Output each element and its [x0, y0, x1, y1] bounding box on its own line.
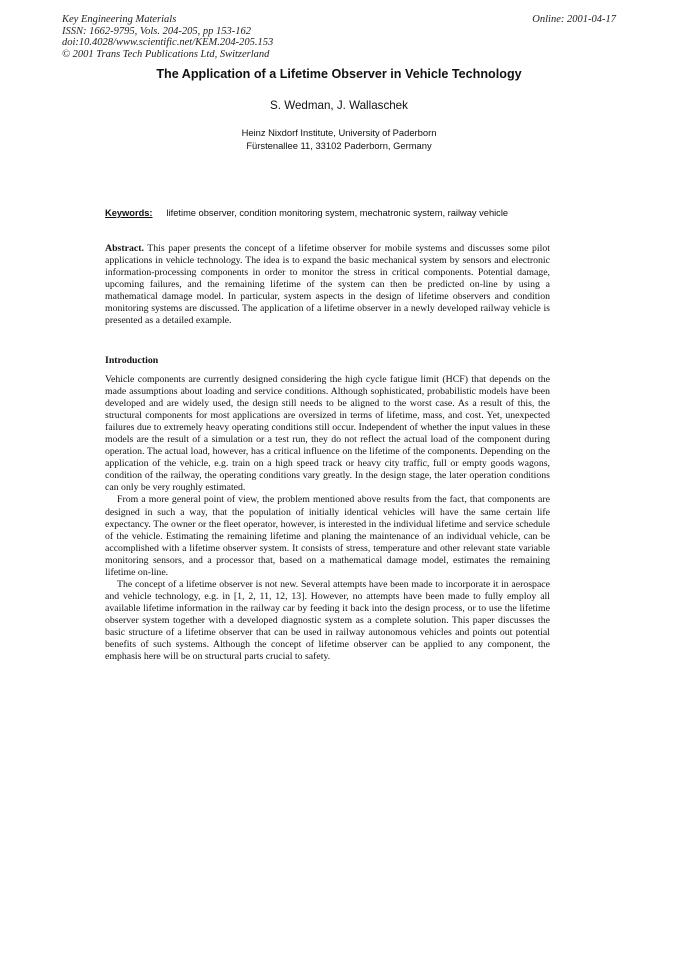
- abstract-text: This paper presents the concept of a lifetime observer for mobile systems and discusses some pilot applications in vehicle technology. The idea is to expand the basic mechanical system by sensors and electronic information-processing components in order to monitor the stress in critical components. Potential damage, upcoming failures, and the remaining lifetime of the system can then be predicted on-line by using a mathematical damage model. In particular, system aspects in the design of lifetime observers and condition monitoring systems are discussed. The application of a lifetime observer in a newly developed railway vehicle is presented as a detailed example.: [105, 243, 550, 327]
- doi-line: doi:10.4028/www.scientific.net/KEM.204-205.153: [62, 37, 274, 48]
- paper-authors: S. Wedman, J. Wallaschek: [270, 99, 408, 112]
- abstract-label: Abstract.: [105, 243, 144, 254]
- keywords-label: Keywords:: [105, 208, 153, 218]
- keywords-line: [105, 208, 575, 218]
- affiliation: [0, 126, 678, 152]
- keywords-text: lifetime observer, condition monitoring system, mechatronic system, railway vehicle: [166, 208, 509, 218]
- paper-title: The Application of a Lifetime Observer in Vehicle Technology: [156, 67, 522, 81]
- abstract-section: [105, 243, 550, 327]
- introduction-heading: Introduction: [105, 355, 159, 366]
- publication-header: [62, 14, 422, 60]
- intro-paragraph: Vehicle components are currently designed considering the high cycle fatigue limit (HCF) that depends on the made assumptions about loading and service conditions. Although sophisticated, probabilistic models have been developed and are widely used, the design still needs to be aligned to the worst case. As a result of this, the structural components for most applications are oversized in terms of lifetime, mass, and cost. Yet, unexpected failures due to extremely heavy operating conditions still occur. Independent of whether the input values in these models are the result of a simulation or a test run, they do not reflect the actual load of the component during operation. The actual load, however, has a critical influence on the lifetime of the components. Depending on the application of the vehicle, e.g. train on a high speed track or heavy city traffic, full or empty goods wagons, condition of the railway, the operating conditions vary greatly. In the design stage, the later operation conditions can only be very roughly estimated.: [105, 374, 550, 494]
- issn-line: ISSN: 1662-9795, Vols. 204-205, pp 153-162: [62, 25, 251, 37]
- journal-name: Key Engineering Materials: [62, 14, 177, 25]
- affiliation-address: Fürstenallee 11, 33102 Paderborn, Germany: [246, 140, 432, 151]
- introduction-section: [105, 374, 550, 663]
- copyright-line: © 2001 Trans Tech Publications Ltd, Switzerland: [62, 48, 270, 60]
- intro-paragraph: The concept of a lifetime observer is not new. Several attempts have been made to incorporate it in aerospace and vehicle technology, e.g. in [1, 2, 11, 12, 13]. However, no attempts have been made to fully employ all available lifetime information in the railway car by feeding it back into the design process, or to use the lifetime observer system together with a developed diagnostic system as a complete solution. This paper discusses the basic structure of a lifetime observer that can be used in railway autonomous vehicles and points out potential benefits of such systems. Although the concept of lifetime observer can be applied to any component, the emphasis here will be on structural parts crucial to safety.: [105, 578, 550, 663]
- intro-paragraph: From a more general point of view, the problem mentioned above results from the fact, that components are designed in such a way, that the population of initially identical vehicles will have the same certain life expectancy. The owner or the fleet operator, however, is interested in the individual lifetime and service schedule of the vehicle. Estimating the remaining lifetime and planing the maintenance of an individual vehicle, can be accomplished with a lifetime observer system. It consists of stress, temperature and other relevant state variable monitoring sensors, and a processor that, based on a mathematical damage model, estimates the remaining lifetime on-line.: [105, 494, 550, 578]
- affiliation-institute: Heinz Nixdorf Institute, University of Paderborn: [241, 127, 437, 138]
- online-date: Online: 2001-04-17: [532, 14, 616, 25]
